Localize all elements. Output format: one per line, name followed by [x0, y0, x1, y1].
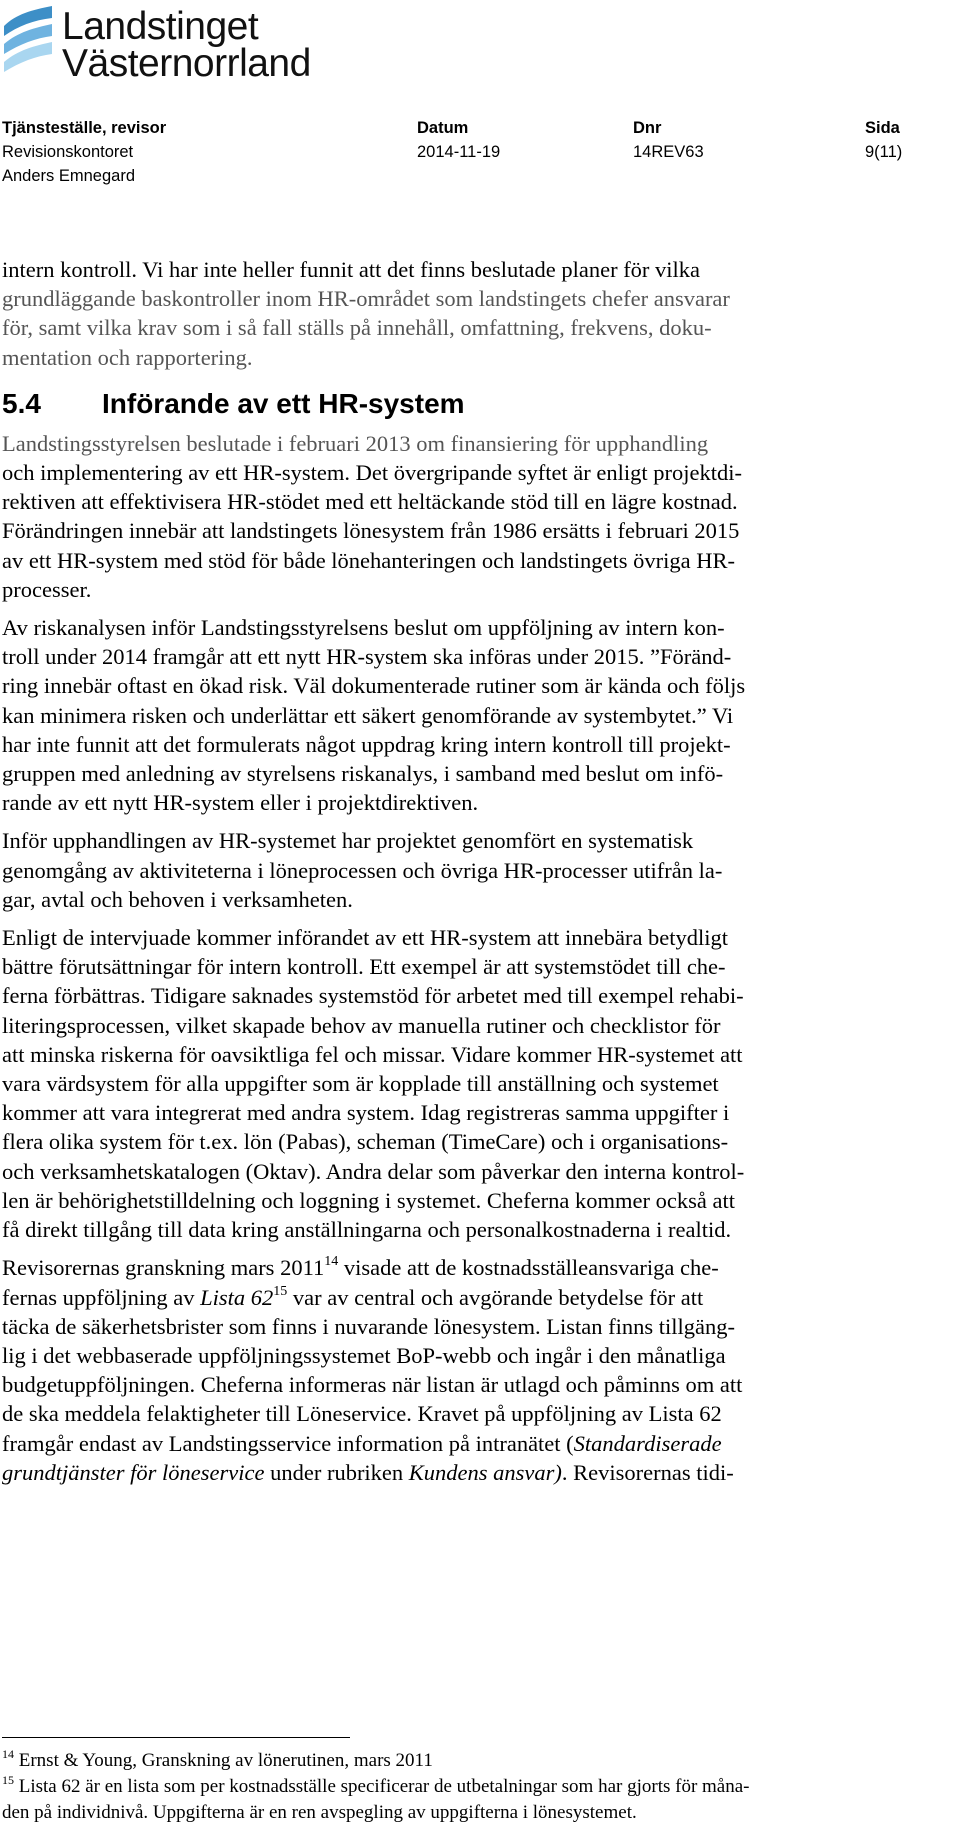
footnote-ref-15[interactable]: 15 — [273, 1283, 288, 1299]
text-line: Av riskanalysen inför Landstingsstyrelsens beslut om uppföljning av intern kon- — [2, 615, 725, 641]
text-line: för, samt vilka krav som i så fall ställs på innehåll, omfattning, frekvens, doku- — [2, 315, 712, 341]
meta-date — [417, 116, 500, 164]
text-line: kan minimera risken och underlättar ett säkert genomförande av systembytet.” Vi — [2, 702, 734, 728]
paragraph-1 — [2, 255, 960, 372]
text-line: Inför upphandlingen av HR-systemet har projektet genomfört en systematisk — [2, 828, 694, 854]
footnote-text: Ernst & Young, Granskning av lönerutinen, mars 2011 — [18, 1750, 433, 1771]
text-segment: visade att de kostnadsställeansvariga che- — [338, 1255, 719, 1281]
text-line: Landstingsstyrelsen beslutade i februari 2013 om finansiering för upphandling — [2, 430, 709, 456]
text-line: har inte funnit att det formulerats något uppdrag kring intern kontroll till projekt- — [2, 731, 731, 757]
text-segment: under rubriken — [264, 1459, 409, 1485]
footnote-number: 14 — [2, 1747, 14, 1761]
text-line: och implementering av ett HR-system. Det övergripande syftet är enligt projektdi- — [2, 460, 743, 486]
section-title: Införande av ett HR-system — [102, 387, 465, 419]
text-line: Förändringen innebär att landstingets lönesystem från 1986 ersätts i februari 2015 — [2, 518, 740, 544]
logo-line2: Västernorrland — [62, 42, 311, 85]
section-heading — [2, 387, 960, 421]
meta-date-value: 2014-11-19 — [417, 143, 501, 161]
text-line: kommer att vara integrerat med andra system. Idag registreras samma uppgifter i — [2, 1100, 730, 1126]
text-line: ring innebär oftast en ökad risk. Väl dokumenterade rutiner som är kända och följs — [2, 673, 746, 699]
text-italic: Kundens ansvar) — [408, 1459, 562, 1485]
meta-unit — [2, 116, 166, 188]
text-line: bättre förutsättningar för intern kontroll. Ett exempel är att systemstödet till che- — [2, 954, 726, 980]
text-line: len är behörighetstilldelning och loggning i systemet. Cheferna kommer också att — [2, 1187, 735, 1213]
text-italic: grundtjänster för löneservice — [2, 1459, 265, 1485]
text-segment: var av central och avgörande betydelse för att — [287, 1284, 704, 1310]
section-number: 5.4 — [2, 387, 41, 419]
organization-logo — [2, 4, 311, 83]
text-segment: fernas uppföljning av — [2, 1284, 201, 1310]
text-italic: Lista 62 — [200, 1284, 274, 1310]
text-line: mentation och rapportering. — [2, 344, 253, 370]
text-line: gruppen med anledning av styrelsens riskanalys, i samband med beslut om infö- — [2, 761, 724, 787]
footnote-ref-14[interactable]: 14 — [324, 1254, 339, 1270]
footnote-text: Lista 62 är en lista som per kostnadsställe specificerar de utbetalningar som har gjorts för måna- — [18, 1776, 750, 1797]
text-line: lig i det webbaserade uppföljningssystemet BoP-webb och ingår i den månatliga — [2, 1342, 726, 1368]
document-body — [2, 255, 960, 1487]
paragraph-6 — [2, 1253, 960, 1487]
text-line: gar, avtal och behoven i verksamheten. — [2, 886, 353, 912]
text-line: literingsprocessen, vilket skapade behov av manuella rutiner och checklistor för — [2, 1012, 721, 1038]
meta-date-label: Datum — [417, 119, 469, 137]
footnote-separator — [2, 1737, 350, 1738]
meta-dnr — [633, 116, 704, 164]
text-line: budgetuppföljningen. Cheferna informeras när listan är utlagd och påminns om att — [2, 1372, 743, 1398]
text-line: rektiven att effektivisera HR-stödet med ett heltäckande stöd till en lägre kostnad. — [2, 489, 738, 515]
text-line: och verksamhetskatalogen (Oktav). Andra delar som påverkar den interna kontrol- — [2, 1158, 745, 1184]
text-line: flera olika system för t.ex. lön (Pabas), scheman (TimeCare) och i organisations- — [2, 1129, 729, 1155]
meta-dnr-label: Dnr — [633, 119, 662, 137]
paragraph-3 — [2, 613, 960, 817]
text-italic: Standardiserade — [573, 1430, 722, 1456]
text-line: att minska riskerna för oavsiktliga fel och missar. Vidare kommer HR-systemet att — [2, 1041, 743, 1067]
meta-unit-value: Revisionskontoret — [2, 143, 134, 161]
text-line: de ska meddela felaktigheter till Löneservice. Kravet på uppföljning av Lista 62 — [2, 1401, 722, 1427]
footnote-14 — [2, 1748, 960, 1774]
text-line: genomgång av aktiviteterna i löneprocessen och övriga HR-processer utifrån la- — [2, 857, 723, 883]
text-line: ferna förbättras. Tidigare saknades systemstöd för arbetet med till exempel rehabi- — [2, 983, 744, 1009]
paragraph-4 — [2, 826, 960, 914]
text-line: rande av ett nytt HR-system eller i projektdirektiven. — [2, 790, 479, 816]
text-segment: . Revisorernas tidi- — [561, 1459, 734, 1485]
text-line: vara värdsystem för alla uppgifter som är kopplade till anställning och systemet — [2, 1071, 719, 1097]
logo-waves-icon — [2, 4, 54, 80]
meta-unit-label: Tjänsteställe, revisor — [2, 119, 167, 137]
text-line: täcka de säkerhetsbrister som finns i nuvarande lönesystem. Listan finns tillgäng- — [2, 1313, 735, 1339]
text-line: intern kontroll. Vi har inte heller funnit att det finns beslutade planer för vilka — [2, 257, 701, 282]
footnote-text: den på individnivå. Uppgifterna är en ren avspegling av uppgifterna i lönesystemet. — [2, 1802, 637, 1823]
meta-author: Anders Emnegard — [2, 167, 135, 185]
text-segment: framgår endast av Landstingsservice information på intranätet ( — [2, 1430, 574, 1456]
footnotes — [2, 1748, 960, 1826]
paragraph-2 — [2, 429, 960, 604]
footnote-15 — [2, 1774, 960, 1826]
meta-dnr-value: 14REV63 — [633, 143, 704, 161]
text-segment: Revisorernas granskning mars 2011 — [2, 1255, 325, 1281]
footnote-number: 15 — [2, 1773, 14, 1787]
text-line: Enligt de intervjuade kommer införandet av ett HR-system att innebära betydligt — [2, 925, 729, 951]
text-line: få direkt tillgång till data kring anställningarna och personalkostnaderna i realtid. — [2, 1217, 732, 1243]
meta-page-label: Sida — [865, 119, 900, 137]
paragraph-5 — [2, 923, 960, 1244]
text-line: troll under 2014 framgår att ett nytt HR-system ska införas under 2015. ”Föränd- — [2, 644, 732, 670]
text-line: processer. — [2, 576, 92, 602]
logo-line1: Landstinget — [62, 5, 259, 48]
meta-page-value: 9(11) — [865, 143, 903, 161]
meta-page — [865, 116, 902, 164]
text-line: av ett HR-system med stöd för både lönehanteringen och landstingets övriga HR- — [2, 547, 735, 573]
text-line: grundläggande baskontroller inom HR-området som landstingets chefer ansvarar — [2, 286, 730, 312]
